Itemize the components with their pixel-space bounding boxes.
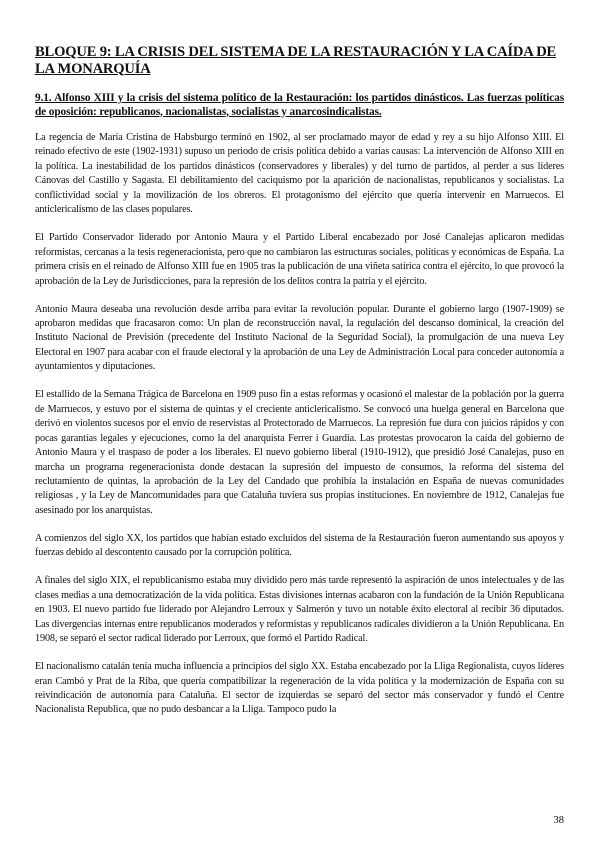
block-title: BLOQUE 9: LA CRISIS DEL SISTEMA DE LA RESTAURACIÓN Y LA CAÍDA DE LA MONARQUÍA	[35, 44, 557, 77]
paragraph-regencia: La regencia de María Cristina de Habsburgo terminó en 1902, al ser proclamado mayor de edad y rey a su hijo Alfonso XIII. El reinado efectivo de este (1902-1931) supuso un periodo de crisis política debido a varias causas: La intervención de Alfonso XIII en la política. La inestabilidad de los partidos dinásticos (conservadores y liberales) y del turno de partidos, al perder a sus líderes Cánovas del Castillo y Sagasta. El debilitamiento del caciquismo por la aparición de nacionalistas, republicanos y socialistas. La conflictividad social y la movilización de los obreros. El protagonismo del ejército que quería intervenir en Marruecos. El anticlericalismo de las clases populares.	[35, 132, 564, 216]
paragraph-nacionalismo: El nacionalismo catalán tenía mucha influencia a principios del siglo XX. Estaba encabezado por la Lliga Regionalista, cuyos líderes eran Cambó y Prat de la Riba, que quería compatibilizar la regeneración de la vida política y la modernización de España con su reivindicación de autonomía para Cataluña. El sector de izquierdas se separó del sector más conservador y fundó el Centre Nacionalista Republica, que no pudo desbancar a la Lliga. Tampoco pudo la	[35, 661, 564, 716]
paragraph-maura: Antonio Maura deseaba una revolución desde arriba para evitar la revolución popular. Durante el gobierno largo (1907-1909) se aprobaron medidas que fracasaron como: Un plan de reconstrucción naval, la regulación del descanso dominical, la creación del Instituto Nacional de Previsión (precedente del Instituto Nacional de la Seguridad Social), la promulgación de una nueva Ley Electoral en 1907 para acabar con el fraude electoral y la aprobación de una Ley de Administración Local para conceder autonomía a ayuntamientos y diputaciones.	[35, 303, 564, 373]
paragraph-semana-tragica: El estallido de la Semana Trágica de Barcelona en 1909 puso fin a estas reformas y ocasionó el malestar de la población por la guerra de Marruecos, y estuvo por el sistema de quintas y el creciente anticlericalismo. Se convocó una huelga general en Barcelona que derivó en violentos sucesos por el envío de reservistas al Protectorado de Marruecos. La represión fue dura con juicios rápidos y con pocas garantías legales y ejecuciones, como la del anarquista Ferrer i Guardia. Las protestas provocaron la caída del gobierno de Antonio Maura y el traspaso de poder a los liberales. El nuevo gobierno liberal (1910-1912), que presidió José Canalejas, puso en marcha un programa regeneracionista donde destacan la supresión del impuesto de consumos, la reforma del sistema del reclutamiento de quintas, la aprobación de la Ley del Candado que prohibía la instalación en España de nuevas comunidades religiosas , y la Ley de Mancomunidades para que Cataluña tuviera sus propias instituciones. En noviembre de 1912, Canalejas fue asesinado por los anarquistas.	[35, 389, 564, 516]
section-heading: 9.1. Alfonso XIII y la crisis del sistema político de la Restauración: los partidos dinásticos. Las fuerzas políticas de oposición: republicanos, nacionalistas, socialistas y anarcosindicalistas.	[35, 92, 564, 118]
paragraph-oposicion: A comienzos del siglo XX, los partidos que habían estado excluidos del sistema de la Restauración fueron aumentando sus apoyos y fuerzas debido al descontento causado por la corrupción política.	[35, 532, 564, 559]
paragraph-republicanismo: A finales del siglo XIX, el republicanismo estaba muy dividido pero más tarde representó la aspiración de unos intelectuales y de las clases medias a una democratización de la vida política. Estas divisiones internas acabaron con la fundación de la Unión Republicana en 1903. El nuevo partido fue liderado por Alejandro Lerroux y Salmerón y tuvo un notable éxito electoral al recibir 36 diputados. Las divergencias internas entre republicanos moderados y reformistas y republicanos radicales dividieron a la Unión Republicana. En 1908, se separó el sector radical liderado por Lerroux, que formó el Partido Radical.	[35, 575, 564, 645]
paragraph-partidos-dinasticos: El Partido Conservador liderado por Antonio Maura y el Partido Liberal encabezado por José Canalejas aplicaron medidas reformistas, cercanas a la tesis regeneracionista, pero que no cambiaron las estructuras sociales, políticas y económicas de España. La primera crisis en el reinado de Alfonso XIII fue en 1905 tras la publicación de una viñeta satírica contra el ejército, lo que provocó la aprobación de la Ley de Jurisdicciones, para la represión de los delitos contra la patria y el ejército.	[35, 232, 564, 287]
page-number: 38	[553, 815, 564, 826]
